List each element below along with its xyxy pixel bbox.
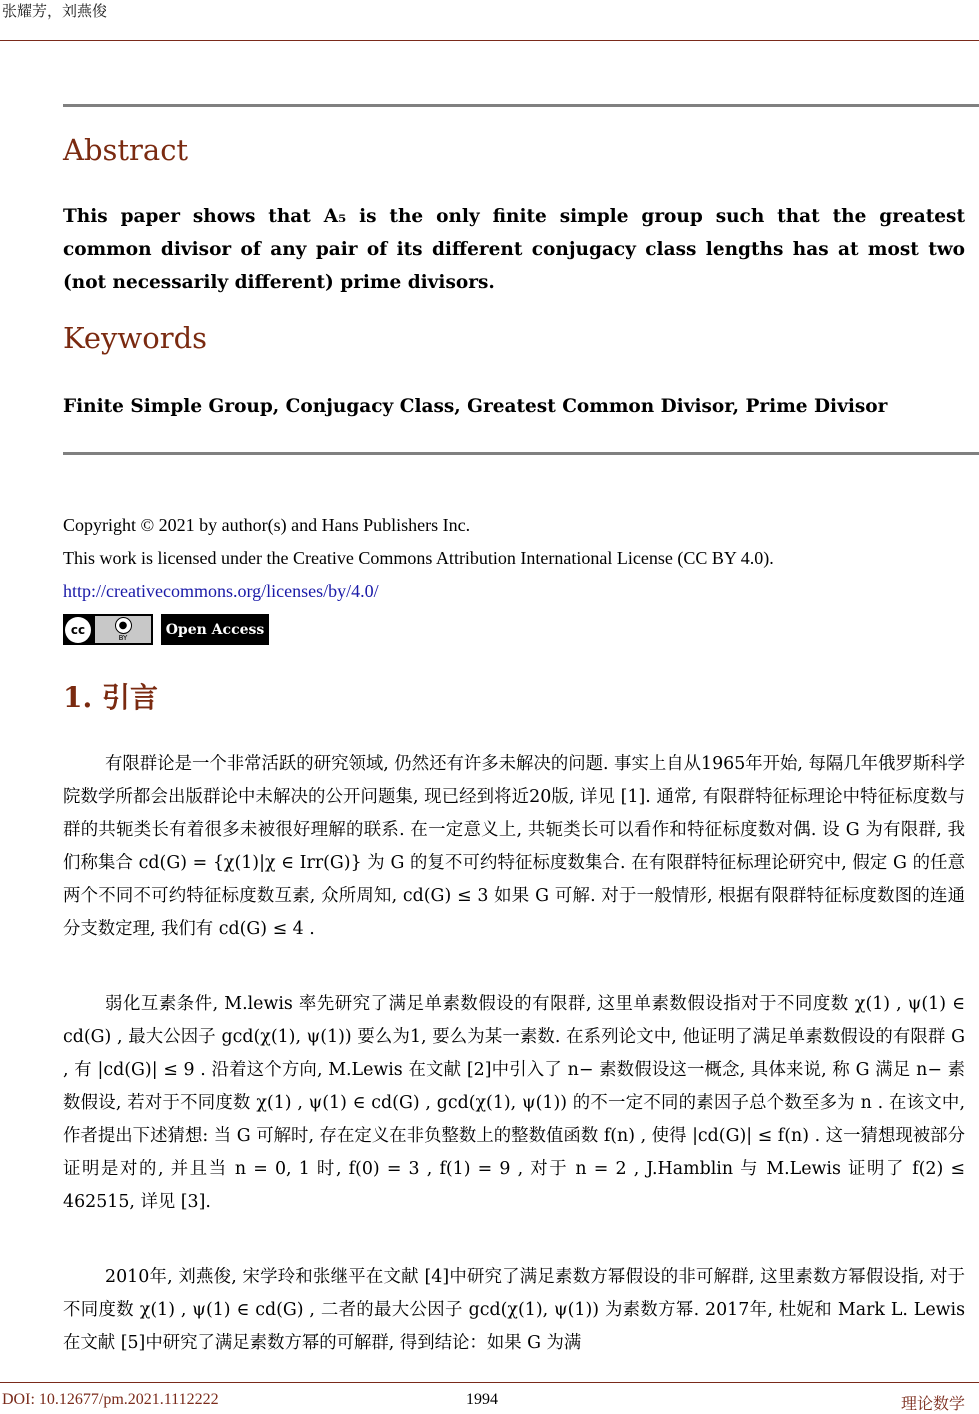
abstract-top-rule — [63, 104, 979, 107]
intro-paragraph-1: 有限群论是一个非常活跃的研究领域, 仍然还有许多未解决的问题. 事实上自从1965年开始, 每隔几年俄罗斯科学院数学所都会出版群论中未解决的公开问题集, 现已经到将近20版, 详见 [1]. 通常, 有限群特征标理论中特征标度数与群的共轭类长有着很多未被很好理解的联系. 在一定意义上, 共轭类长可以看作和特征标度数对偶. 设 G 为有限群, 我们称集合 cd(G) = {χ(1)|χ ∈ Irr(G)} 为 G 的复不可约特征标度数集合. 在有限群特征标理论研究中, 假定 G 的任意两个不同不可约特征标度数互素, 众所周知, cd(G) ≤ 3 如果 G 可解. 对于一般情形, 根据有限群特征标度数图的连通分支数定理, 我们有 cd(G) ≤ 4 . — [63, 754, 966, 939]
intro-paragraph-3: 2010年, 刘燕俊, 宋学玲和张继平在文献 [4]中研究了满足素数方幂假设的非可解群, 这里素数方幂假设指, 对于不同度数 χ(1) , ψ(1) ∈ cd(G) , 二者的最大公因子 gcd(χ(1), ψ(1)) 为素数方幂. 2017年, 杜妮和 Mark L. Lewis 在文献 [5]中研究了满足素数方幂的可解群, 得到结论：如果 G 为满 — [63, 1267, 965, 1353]
copyright-line: Copyright © 2021 by author(s) and Hans Publishers Inc. — [63, 515, 471, 535]
keywords-bottom-rule — [63, 452, 979, 455]
footer-journal: 理论数学 — [900, 1394, 965, 1413]
cc-by-badge[interactable] — [63, 614, 153, 645]
running-header-authors: 张耀芳，刘燕俊 — [2, 2, 108, 20]
cc-icon: cc — [65, 617, 91, 643]
license-line: This work is licensed under the Creative Commons Attribution International License (CC BY 4.0). — [63, 548, 774, 568]
intro-paragraph-2: 弱化互素条件, M.lewis 率先研究了满足单素数假设的有限群, 这里单素数假设指对于不同度数 χ(1) , ψ(1) ∈ cd(G) , 最大公因子 gcd(χ(1), ψ(1)) 要么为1, 要么为某一素数. 在系列论文中, 他证明了满足单素数假设的有限群 G , 有 |cd(G)| ≤ 9 . 沿着这个方向, M.Lewis 在文献 [2]中引入了 n− 素数假设这一概念, 具体来说, 称 G 满足 n− 素数假设, 若对于不同度数 χ(1) , ψ(1) ∈ cd(G) , gcd(χ(1), ψ(1)) 的不一定不同的素因子总个数至多为 n . 在该文中, 作者提出下述猜想: 当 G 可解时, 存在定义在非负整数上的整数值函数 f(n) , 使得 |cd(G)| ≤ f(n) . 这一猜想现被部分证明是对的, 并且当 n = 0, 1 时, f(0) = 3 , f(1) = 9 , 对于 n = 2 , J.Hamblin 与 M.Lewis 证明了 f(2) ≤ 462515, 详见 [3]. — [63, 994, 965, 1212]
header-rule — [0, 40, 979, 41]
abstract-heading: Abstract — [63, 133, 189, 167]
footer-doi: DOI: 10.12677/pm.2021.1112222 — [2, 1391, 219, 1408]
section-1-heading: 1. 引言 — [63, 681, 158, 714]
person-icon: ● — [115, 617, 132, 634]
footer-page-number: 1994 — [466, 1391, 498, 1408]
open-access-badge[interactable]: Open Access — [161, 614, 269, 645]
keywords-heading: Keywords — [63, 321, 208, 355]
footer-rule — [0, 1382, 979, 1383]
abstract-text: This paper shows that A₅ is the only finite simple group such that the greatest common divisor of any pair of its different conjugacy class lengths has at most two (not necessarily different) prime divisors. — [63, 206, 965, 293]
by-label: BY — [118, 634, 128, 642]
by-block — [95, 616, 151, 643]
keywords-text: Finite Simple Group, Conjugacy Class, Greatest Common Divisor, Prime Divisor — [63, 396, 888, 417]
license-link[interactable]: http://creativecommons.org/licenses/by/4.0/ — [63, 581, 379, 601]
